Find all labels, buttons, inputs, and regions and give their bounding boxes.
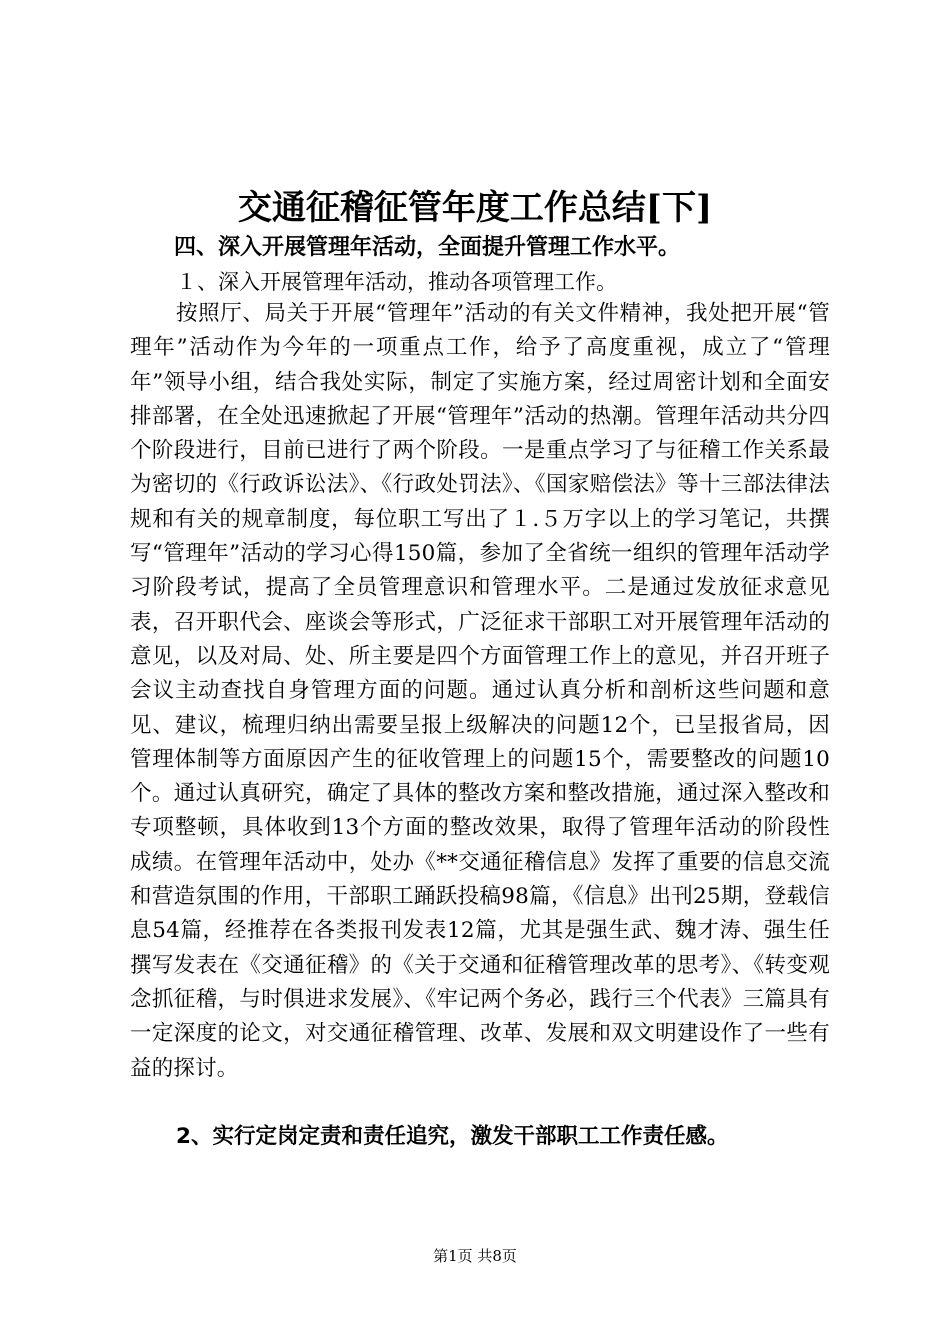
body-paragraph: 按照厅、局关于开展“管理年”活动的有关文件精神，我处把开展“管理年”活动作为今年的一项重点工作，给予了高度重视，成立了“管理年”领导小组，结合我处实际，制定了实施方案，经过周密计划和全面安排部署，在全处迅速掀起了开展“管理年”活动的热潮。管理年活动共分四个阶段进行，目前已进行了两个阶段。一是重点学习了与征稽工作关系最为密切的《行政诉讼法》、《行政处罚法》、《国家赔偿法》等十三部法律法规和有关的规章制度，每位职工写出了１.５万字以上的学习笔记，共撰写“管理年”活动的学习心得150篇，参加了全省统一组织的管理年活动学习阶段考试，提高了全员管理意识和管理水平。二是通过发放征求意见表，召开职代会、座谈会等形式，广泛征求干部职工对开展管理年活动的意见，以及对局、处、所主要是四个方面管理工作上的意见，并召开班子会议主动查找自身管理方面的问题。通过认真分析和剖析这些问题和意见、建议，梳理归纳出需要呈报上级解决的问题12个，已呈报省局，因管理体制等方面原因产生的征收管理上的问题15个，需要整改的问题10个。通过认真研究，确定了具体的整改方案和整改措施，通过深入整改和专项整顿，具体收到13个方面的整改效果，取得了管理年活动的阶段性成绩。在管理年活动中，处办《**交通征稽信息》发挥了重要的信息交流和营造氛围的作用，干部职工踊跃投稿98篇，《信息》出刊25期，登载信息54篇，经推荐在各类报刊发表12篇，尤其是强生武、魏才涛、强生任撰写发表在《交通征稽》的《关于交通和征稽管理改革的思考》、《转变观念抓征稽，与时俱进求发展》、《牢记两个务必，践行三个代表》三篇具有一定深度的论文，对交通征稽管理、改革、发展和双文明建设作了一些有益的探讨。	[130, 301, 830, 1081]
document-title: 交通征稽征管年度工作总结[下]	[237, 188, 713, 228]
page-footer: 第1页 共8页	[433, 1247, 517, 1265]
subsection-heading-2: 2、实行定岗定责和责任追究，激发干部职工工作责任感。	[176, 1124, 729, 1149]
subsection-heading-1: １、深入开展管理年活动，推动各项管理工作。	[176, 270, 617, 294]
section-heading: 四、深入开展管理年活动，全面提升管理工作水平。	[174, 235, 681, 260]
